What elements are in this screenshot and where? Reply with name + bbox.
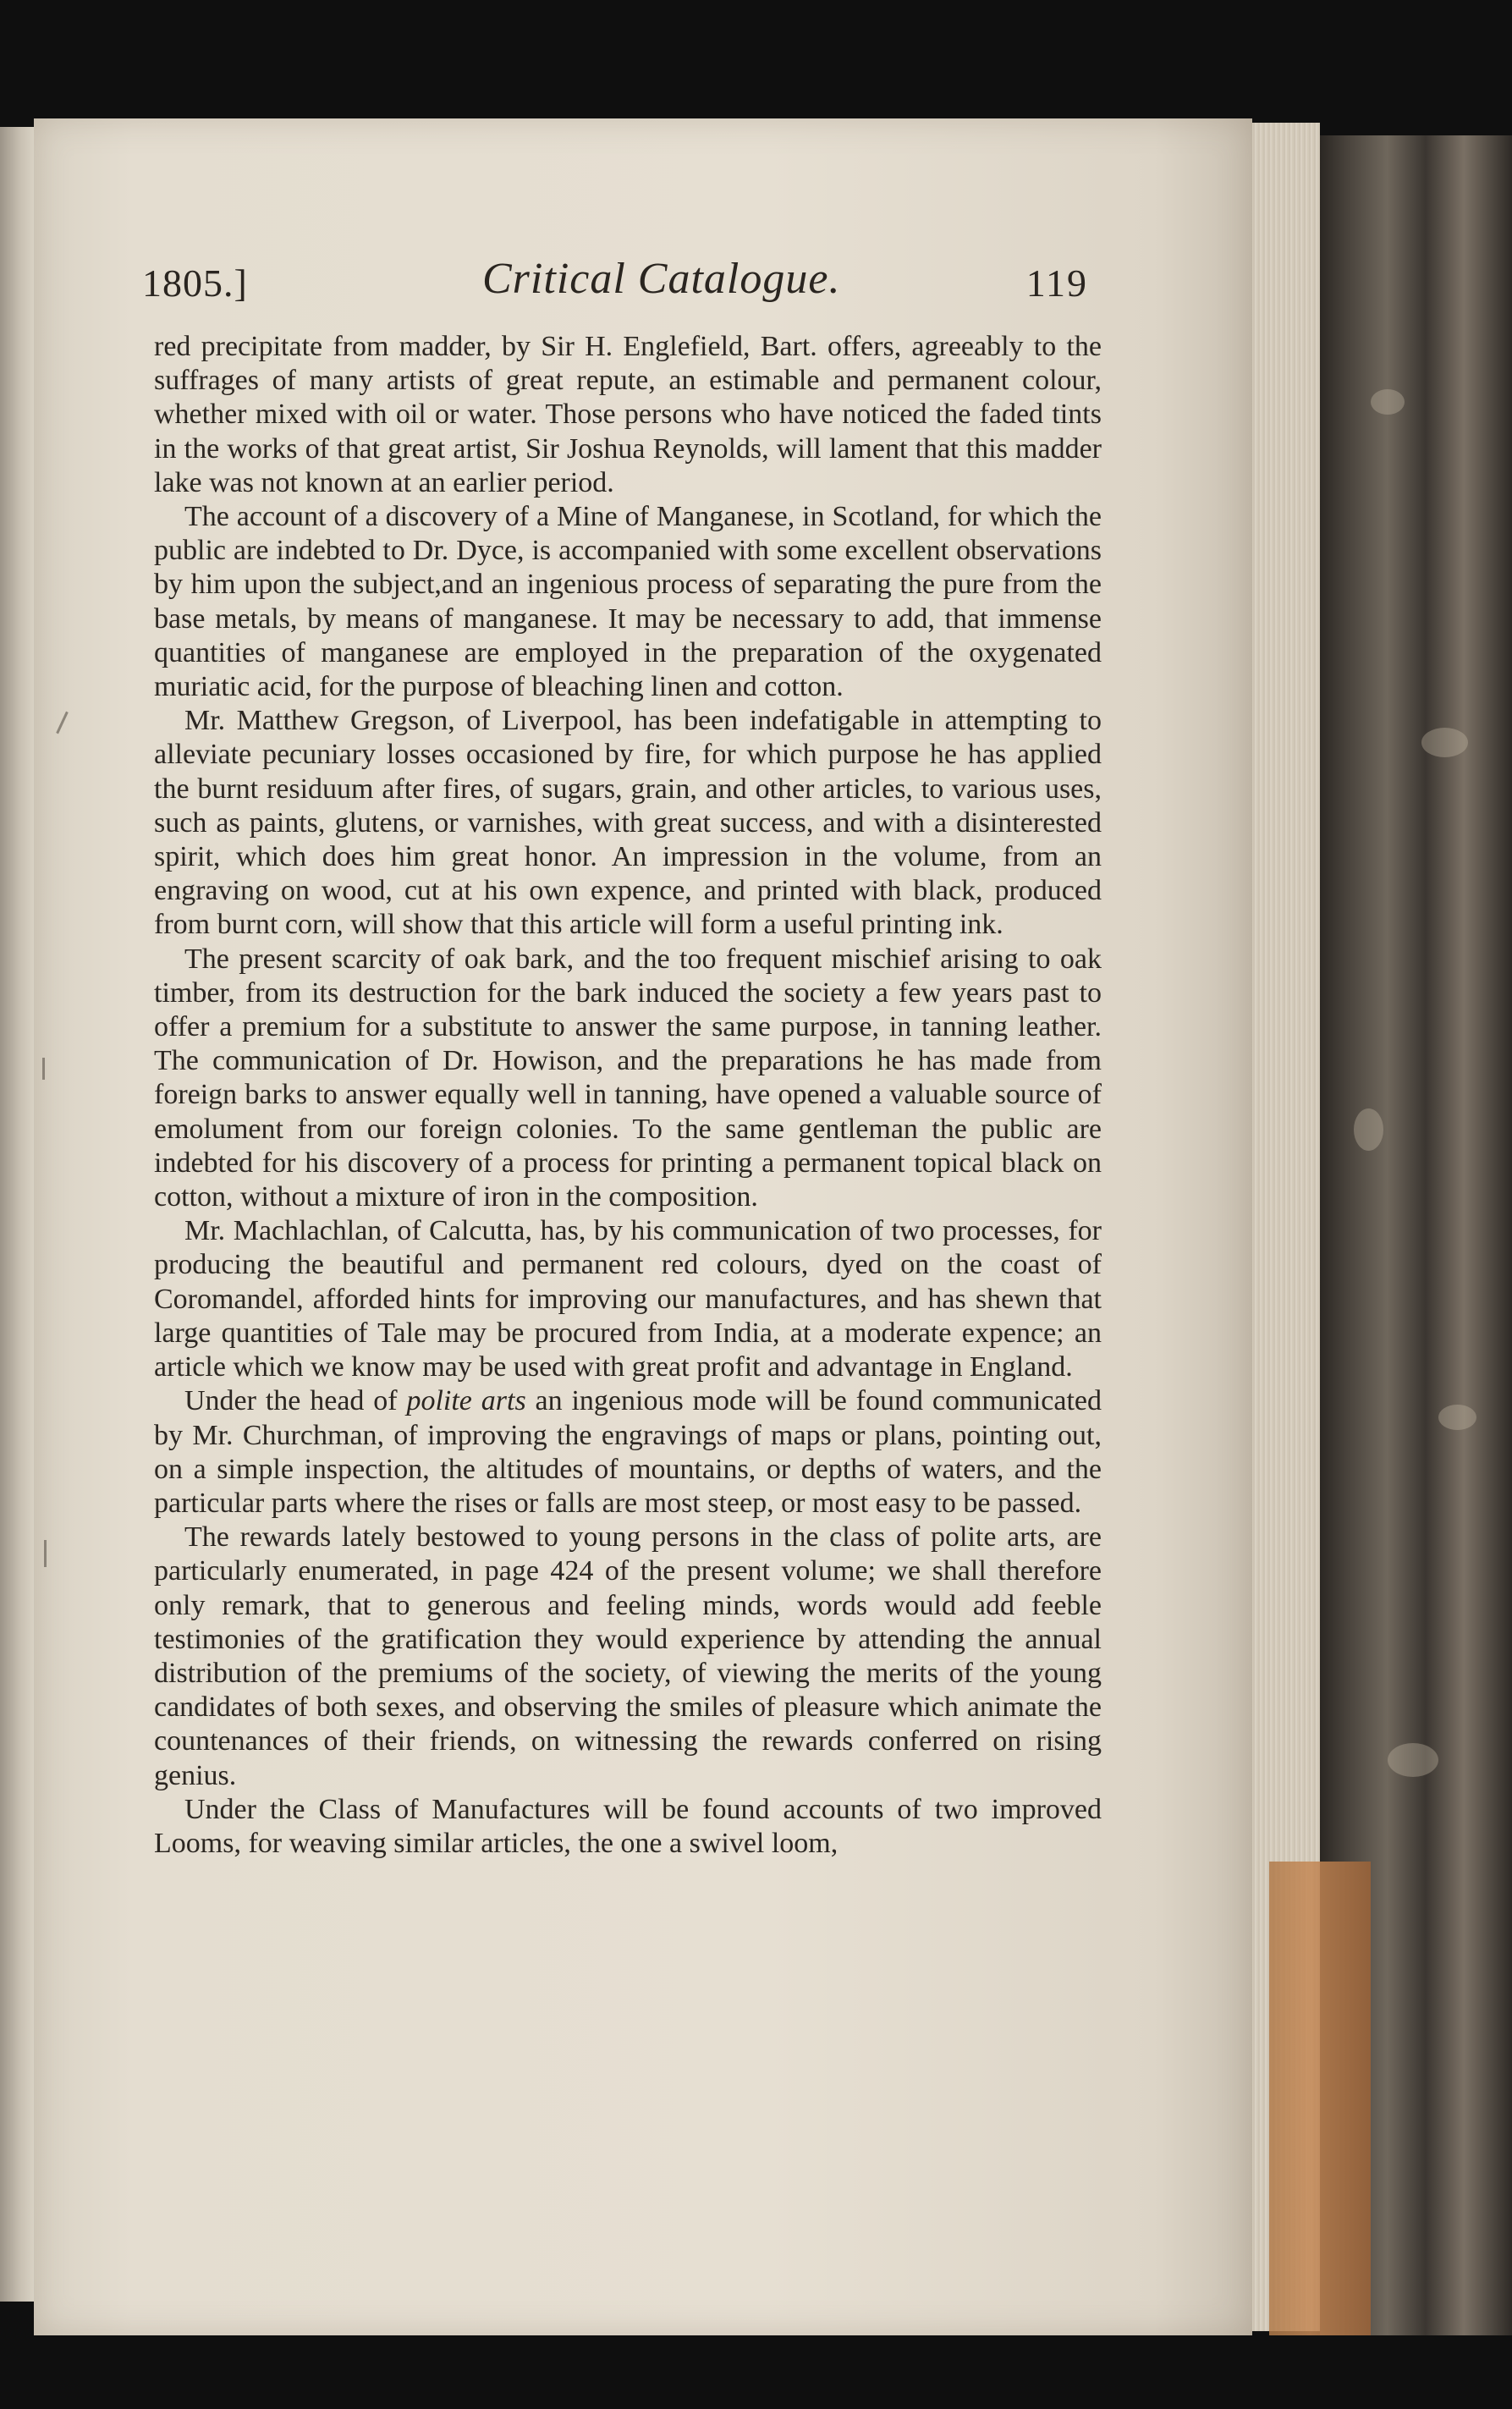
header-year: 1805.] [142,261,248,305]
running-header [135,254,1091,322]
paragraph: The present scarcity of oak bark, and the too frequent mischief arising to oak timber, from its destruction for the bark induced the society a few years past to offer a premium for a substitute to answer the same purpose, in tanning leather. The communication of Dr. Howison, and the preparations he has made from foreign barks to answer equally well in tanning, have opened a valuable source of emolument from our foreign colonies. To the same gentleman the public are indebted for his discovery of a process for printing a permanent topical black on cotton, without a mixture of iron in the composition. [154,943,1102,1213]
paragraph: Under the Class of Manufactures will be found accounts of two improved Looms, for weaving similar articles, the one a swivel loom, [154,1793,1102,1859]
body-text [154,330,1102,1861]
margin-mark [42,1058,45,1080]
text-run: Under the head of [184,1385,407,1417]
paragraph [154,1384,1102,1521]
text-run: an ingenious mode will be found communicated by Mr. Churchman, of improving the engravings of maps or plans, pointing out, on a simple inspection, the altitudes of mountains, or depths of waters, and the particular parts where the rises or falls are most steep, or most easy to be passed. [154,1385,1102,1519]
paragraph: The rewards lately bestowed to young persons in the class of polite arts, are particularly enumerated, in page 424 of the present volume; we shall therefore only remark, that to generous and feeling minds, words would add feeble testimonies of the gratification they would experience by attending the annual distribution of the premiums of the society, of viewing the merits of the young candidates of both sexes, and observing the smiles of pleasure which animate the countenances of their friends, on witnessing the rewards conferred on rising genius. [154,1521,1102,1791]
cover-leather-corner [1269,1862,1371,2335]
page-number: 119 [1025,261,1088,305]
paragraph: The account of a discovery of a Mine of Manganese, in Scotland, for which the public are indebted to Dr. Dyce, is accompanied with some excellent observations by him upon the subject,and an ingenious process of separating the pure from the base metals, by means of manganese. It may be necessary to add, that immense quantities of manganese are employed in the preparation of the oxygenated muriatic acid, for the purpose of bleaching linen and cotton. [154,501,1102,703]
left-page-edge [0,127,34,2302]
margin-mark [44,1540,47,1567]
paragraph: Mr. Matthew Gregson, of Liverpool, has been indefatigable in attempting to alleviate pecuniary losses occasioned by fire, for which purpose he has applied the burnt residuum after fires, of sugars, grain, and other articles, to various uses, such as paints, glutens, or varnishes, with great success, and with a disinterested spirit, which does him great honor. An impression in the volume, from an engraving on wood, cut at his own expence, and printed with black, produced from burnt corn, will show that this article will form a useful printing ink. [154,705,1102,941]
running-title: Critical Catalogue. [482,255,841,303]
paragraph: Mr. Machlachlan, of Calcutta, has, by his communication of two processes, for producing the beautiful and permanent red colours, dyed on the coast of Coromandel, afforded hints for improving our manufactures, and has shewn that large quantities of Tale may be procured from India, at a moderate expence; an article which we know may be used with great profit and advantage in England. [154,1215,1102,1383]
italic-term: polite arts [406,1385,526,1417]
paragraph: red precipitate from madder, by Sir H. Englefield, Bart. offers, agreeably to the suffrages of many artists of great repute, an estimable and permanent colour, whether mixed with oil or water. Those persons who have noticed the faded tints in the works of that great artist, Sir Joshua Reynolds, will lament that this madder lake was not known at an earlier period. [154,331,1102,498]
